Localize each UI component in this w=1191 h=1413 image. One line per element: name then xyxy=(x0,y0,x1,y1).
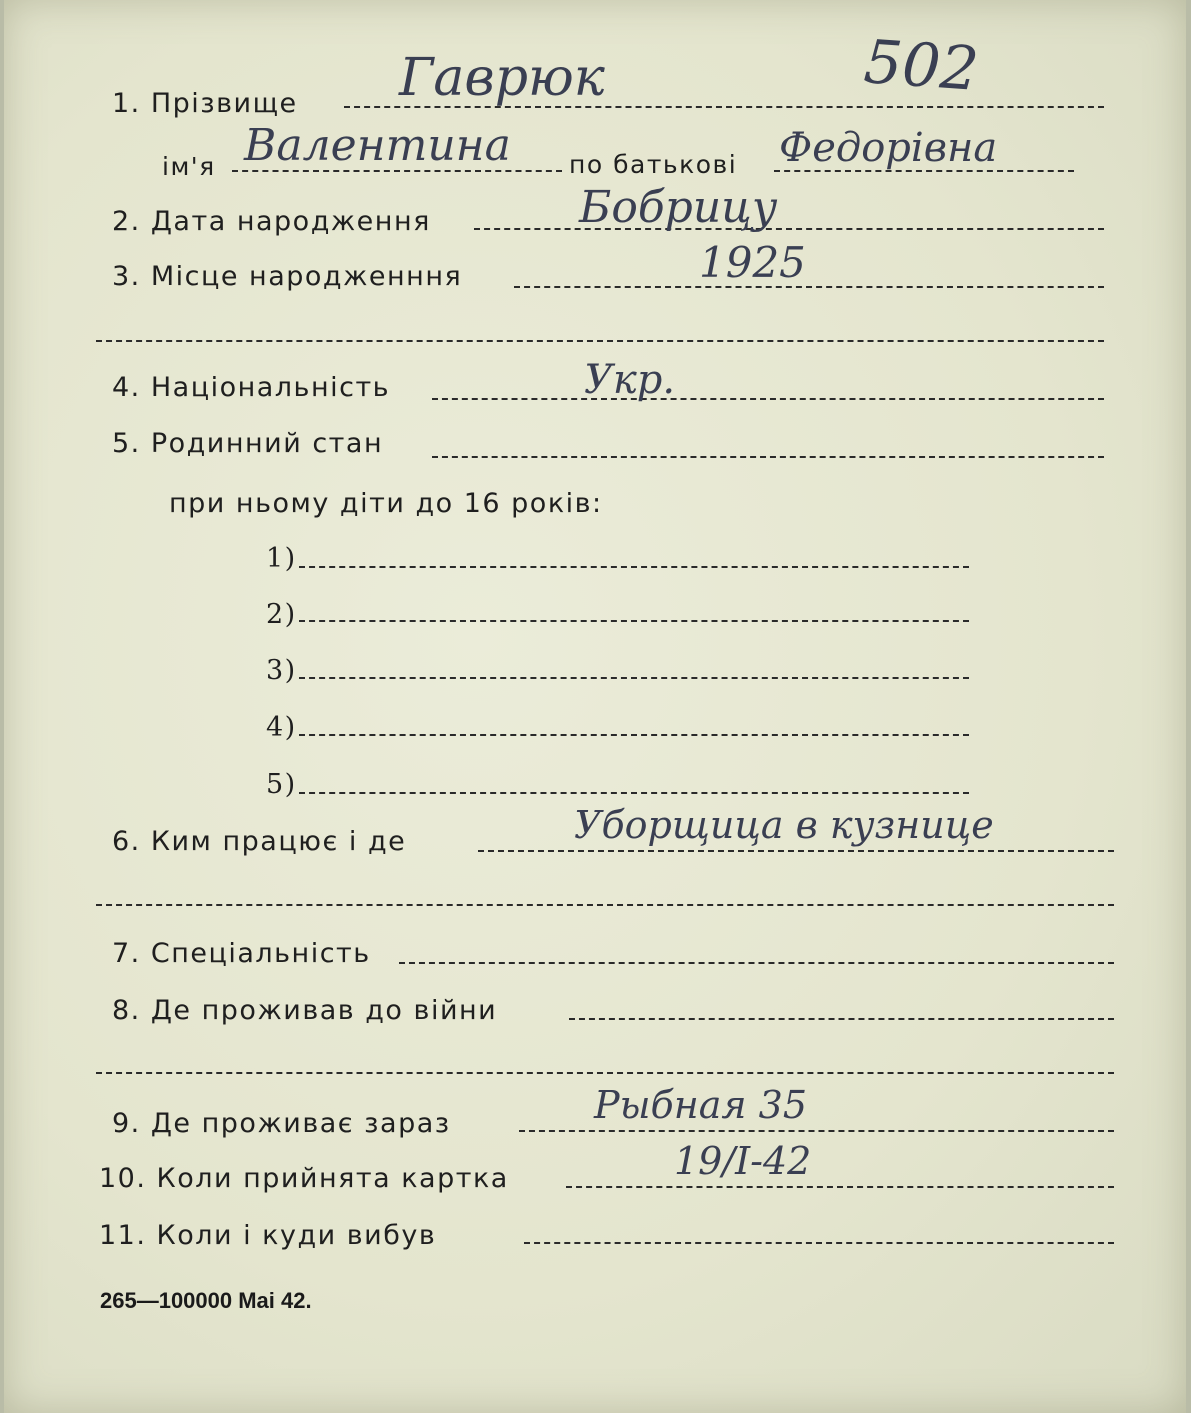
work-value: Уборщица в кузнице xyxy=(574,803,994,847)
card-accepted-line xyxy=(566,1186,1114,1188)
child-line xyxy=(299,566,969,568)
first-name-label: ім'я xyxy=(162,152,216,181)
current-residence-value: Рыбная 35 xyxy=(594,1083,807,1127)
current-residence-line xyxy=(519,1130,1114,1132)
departure-label: 11. Коли і куди вибув xyxy=(99,1220,437,1251)
child-label: 2) xyxy=(266,599,297,630)
birth-date-label: 2. Дата народження xyxy=(112,206,431,237)
children-heading: при ньому діти до 16 років: xyxy=(169,488,603,519)
work-line xyxy=(478,850,1114,852)
child-line xyxy=(299,734,969,736)
patronymic-value: Федорівна xyxy=(779,125,998,171)
card-accepted-label: 10. Коли прийнята картка xyxy=(99,1163,509,1194)
registration-card xyxy=(4,0,1186,1413)
print-code: 265—100000 Mai 42. xyxy=(100,1288,312,1313)
first-name-value: Валентина xyxy=(244,120,511,171)
child-line xyxy=(299,677,969,679)
birth-place-line xyxy=(514,286,1104,288)
specialty-line xyxy=(399,962,1114,964)
work-label: 6. Ким працює і де xyxy=(112,826,407,857)
surname-value: Гаврюк xyxy=(399,48,605,108)
nationality-line xyxy=(432,398,1104,400)
current-residence-label: 9. Де проживає зараз xyxy=(112,1108,451,1139)
child-label: 3) xyxy=(266,655,297,686)
nationality-value: Укр. xyxy=(584,357,676,403)
child-label: 4) xyxy=(266,712,297,743)
birth-date-line xyxy=(474,228,1104,230)
birth-date-value: Бобрицу xyxy=(579,182,778,233)
nationality-label: 4. Національність xyxy=(112,372,391,403)
specialty-label: 7. Спеціальність xyxy=(112,938,371,969)
work-extra-line xyxy=(96,904,1114,906)
child-label: 1) xyxy=(266,543,297,574)
child-line xyxy=(299,620,969,622)
card-accepted-value: 19/I-42 xyxy=(674,1139,812,1183)
birth-place-label: 3. Місце народженння xyxy=(112,261,463,292)
prewar-residence-line xyxy=(569,1018,1114,1020)
birth-place-extra-line xyxy=(96,340,1104,342)
card-number: 502 xyxy=(861,27,981,105)
marital-status-label: 5. Родинний стан xyxy=(112,428,384,459)
departure-line xyxy=(524,1242,1114,1244)
birth-place-value: 1925 xyxy=(699,238,806,287)
child-label: 5) xyxy=(266,769,297,800)
marital-status-line xyxy=(432,456,1104,458)
child-line xyxy=(299,792,969,794)
prewar-residence-label: 8. Де проживав до війни xyxy=(112,995,498,1026)
patronymic-label: по батькові xyxy=(569,150,738,179)
surname-label: 1. Прізвище xyxy=(112,88,298,119)
prewar-residence-extra-line xyxy=(96,1072,1114,1074)
